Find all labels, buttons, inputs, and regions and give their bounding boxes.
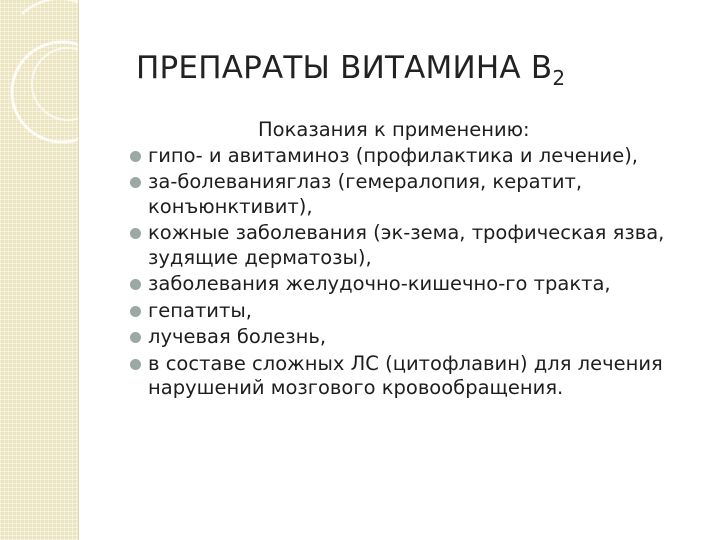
title-subscript: 2: [552, 66, 566, 90]
list-item: [130, 221, 705, 270]
list-item: [130, 170, 705, 219]
decorative-side-strip: [0, 0, 79, 540]
list-item-text: гепатиты,: [148, 298, 252, 322]
list-item: [130, 144, 705, 169]
list-item-text: лучевая болезнь,: [148, 325, 327, 348]
bullet-icon: [130, 177, 141, 188]
title-main-text: ПРЕПАРАТЫ ВИТАМИНА B: [136, 50, 553, 86]
list-item: [130, 299, 705, 324]
bullet-icon: [130, 332, 141, 343]
list-item-text: в составе сложных ЛС (цитофлавин) для лечения нарушений мозгового кровообращения.: [148, 351, 663, 399]
indications-list: [130, 144, 705, 401]
bullet-icon: [130, 151, 141, 162]
list-item-text: кожные заболевания (эк-зема, трофическая язва, зудящие дерматозы),: [148, 221, 665, 269]
decorative-circles: [0, 0, 78, 540]
list-item: [130, 325, 705, 350]
bullet-icon: [130, 359, 141, 370]
list-item-text: за-болеванияглаз (гемералопия, кератит, конъюнктивит),: [148, 170, 583, 218]
list-item: [130, 272, 705, 297]
list-item-text: заболевания желудочно-кишечно-го тракта,: [148, 272, 611, 295]
bullet-icon: [130, 228, 141, 239]
bullet-icon: [130, 279, 141, 290]
slide-content: [130, 118, 705, 403]
slide-title: [136, 50, 696, 90]
bullet-icon: [130, 306, 141, 317]
list-item: [130, 352, 705, 401]
indications-heading: Показания к применению:: [258, 118, 530, 141]
list-item-text: гипо- и авитаминоз (профилактика и лечение),: [148, 143, 638, 167]
